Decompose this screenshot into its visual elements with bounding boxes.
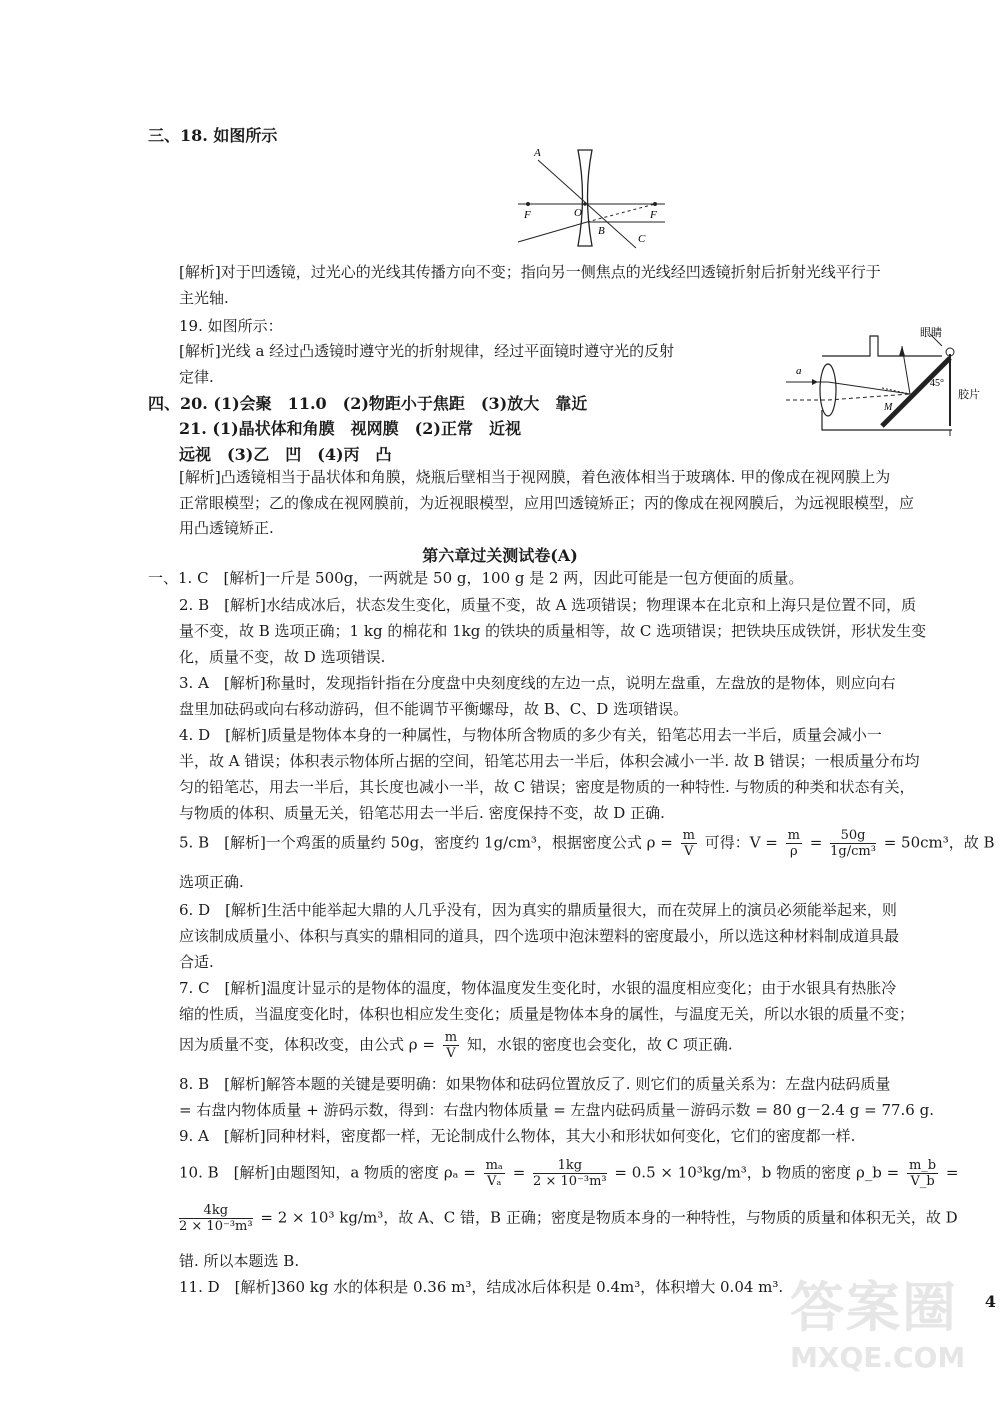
q8-line1: 8. B [解析]解答本题的关键是要明确：如果物体和砝码位置放反了. 则它们的质量关系为：左盘内砝码质量 [179,1075,891,1093]
q1-answer: 一、1. C [解析]一斤是 500g，一两就是 50 g，100 g 是 2 两，因此可能是一包方便面的质量。 [148,569,804,587]
q4-line4: 与物质的体积、质量无关，铅笔芯用去一半后. 密度保持不变，故 D 正确. [179,804,665,822]
q10-text-pre: 10. B [解析]由题图知，a 物质的密度 ρₐ = [179,1163,476,1182]
q5-text-pre: 5. B [解析]一个鸡蛋的质量约 50g，密度约 1g/cm³，根据密度公式 ρ = [179,833,673,852]
q19-analysis-line2: 定律. [179,368,214,386]
q10-frac3-den: V_b [910,1174,935,1189]
label-m: M [884,402,893,413]
q21-analysis-line1: [解析]凸透镜相当于晶状体和角膜，烧瓶后壁相当于视网膜，着色液体相当于玻璃体. 甲的像成在视网膜上为 [179,468,891,486]
q6-line1: 6. D [解析]生活中能举起大鼎的人几乎没有，因为真实的鼎质量很大，而在荧屏上的演员必须能举起来，则 [179,901,897,919]
q10-fraction-3 [907,1158,938,1189]
q10-text-eq: = [512,1163,526,1182]
q7-line3 [179,1030,733,1061]
watermark-logo-text: 答案圈 [790,1276,958,1339]
watermark-url: MXQE.COM [790,1341,966,1374]
q10-line2-frac-num: 4kg [179,1203,253,1219]
q10-frac3-num: m_b [908,1158,937,1173]
q6-line2: 应该制成质量小、体积与真实的鼎相同的道具，四个选项中泡沫塑料的密度最小，所以选这种材料制成道具最 [179,927,900,945]
q10-fraction-1 [484,1158,505,1189]
q7-frac-num: m [444,1030,458,1045]
q20-answer: 四、20. (1)会聚 11.0 (2)物距小于焦距 (3)放大 靠近 [148,394,588,413]
q21-analysis-line2: 正常眼模型；乙的像成在视网膜前，为近视眼模型，应用凹透镜矫正；丙的像成在视网膜后，为远视眼模型，应 [179,494,915,512]
label-film: 胶片 [958,388,980,401]
q5-frac1-den: V [684,844,694,859]
chapter-title: 第六章过关测试卷(A) [422,546,578,565]
q5-frac3-den: 1g/cm³ [830,844,876,859]
label-c: C [638,233,646,245]
q18-analysis-line2: 主光轴. [179,289,229,307]
q21-analysis-line3: 用凸透镜矫正. [179,519,274,537]
q7-line2: 缩的性质，当温度变化时，体积也相应发生变化；质量是物体本身的属性，与温度无关，所以水银的质量不变； [179,1005,915,1023]
q10-fraction-2 [533,1158,607,1189]
label-f-right: F [650,209,657,221]
q10-line2 [179,1203,958,1234]
q8-line2: = 右盘内物体质量 + 游码示数，得到：右盘内物体质量 = 左盘内砝码质量－游码示数 = 80 g－2.4 g = 77.6 g. [179,1101,934,1119]
q10-line2-frac-den: 2 × 10⁻³m³ [179,1219,253,1234]
page-number: 4 [984,1292,996,1311]
q5-text-post: = 50cm³，故 B [883,833,995,852]
q19-heading: 19. 如图所示： [179,317,283,335]
q7-line1: 7. C [解析]温度计显示的是物体的温度，物体温度发生变化时，水银的温度相应变化；由于水银具有热胀冷 [179,979,897,997]
q5-frac2-den: ρ [789,844,798,859]
q21-answer-line1: 21. (1)晶状体和角膜 视网膜 (2)正常 近视 [179,419,521,438]
q7-fraction [443,1030,459,1061]
label-eye: 眼睛 [920,326,942,339]
q7-frac-den: V [446,1046,456,1061]
q10-line2-post: = 2 × 10³ kg/m³，故 A、C 错，B 正确；密度是物质本身的一种特性，与物质的质量和体积无关，故 D [260,1208,958,1227]
q7-text-post: 知，水银的密度也会变化，故 C 项正确. [466,1035,733,1054]
q10-line1 [179,1158,959,1189]
q21-answer-line2: 远视 (3)乙 凹 (4)丙 凸 [179,445,392,464]
q5-fraction-3 [830,828,876,859]
q2-line2: 量不变，故 B 选项正确；1 kg 的棉花和 1kg 的铁块的质量相等，故 C 选项错误；把铁块压成铁饼，形状发生变 [179,622,927,640]
label-ray-a: a [796,365,802,377]
q5-fraction-2 [786,828,802,859]
label-o: O [574,207,582,219]
q4-line1: 4. D [解析]质量是物体本身的一种属性，与物体所含物质的多少有关，铅笔芯用去一半后，质量会减小一 [179,726,882,744]
watermark [790,1278,995,1408]
concave-lens-figure [510,146,670,254]
q6-line3: 合适. [179,953,214,971]
q3-line2: 盘里加砝码或向右移动游码，但不能调节平衡螺母，故 B、C、D 选项错误。 [179,700,689,718]
q18-analysis-line1: [解析]对于凹透镜，过光心的光线其传播方向不变；指向另一侧焦点的光线经凹透镜折射后折射光线平行于 [179,263,881,281]
label-45: 45° [930,378,944,389]
q10-frac1-num: mₐ [485,1158,503,1173]
q4-line3: 匀的铅笔芯，用去一半后，其长度也减小一半，故 C 错误；密度是物质的一种特性. 与物质的种类和状态有关， [179,778,915,796]
q18-heading: 三、18. 如图所示 [148,126,278,145]
label-a: A [534,147,541,159]
q5-frac2-num: m [787,828,800,843]
q10-frac2-num: 1kg [533,1158,607,1174]
q5-line1 [179,828,995,859]
q2-line3: 化，质量不变，故 D 选项错误. [179,648,386,666]
q3-line1: 3. A [解析]称量时，发现指针指在分度盘中央刻度线的左边一点，说明左盘重，左盘放的是物体，则应向右 [179,674,896,692]
q5-frac3-num: 50g [830,828,876,844]
q5-fraction-1 [681,828,697,859]
q10-frac1-den: Vₐ [487,1174,502,1189]
q19-analysis-line1: [解析]光线 a 经过凸透镜时遵守光的折射规律，经过平面镜时遵守光的反射 [179,342,675,360]
q7-text-pre: 因为质量不变，体积改变，由公式 ρ = [179,1035,435,1054]
q2-line1: 2. B [解析]水结成冰后，状态发生变化，质量不变，故 A 选项错误；物理课本在北京和上海只是位置不同，质 [179,596,917,614]
camera-mirror-figure [782,326,992,438]
q10-line3: 错. 所以本题选 B. [179,1252,300,1270]
label-b: B [598,225,605,237]
q10-text-mid: = 0.5 × 10³kg/m³，b 物质的密度 ρ_b = [614,1163,900,1182]
q5-frac1-num: m [682,828,695,843]
q4-line2: 半，故 A 错误；体积表示物体所占据的空间，铅笔芯用去一半后，体积会减小一半. 故 B 错误；一根质量分布均 [179,752,920,770]
q5-line2: 选项正确. [179,873,244,891]
q10-text-eq2: = [945,1163,959,1182]
label-f-left: F [524,209,531,221]
q10-frac2-den: 2 × 10⁻³m³ [533,1174,607,1189]
q5-text-mid: 可得：V = [704,833,778,852]
q9-answer: 9. A [解析]同种材料，密度都一样，无论制成什么物体，其大小和形状如何变化，它们的密度都一样. [179,1127,856,1145]
q5-text-eq: = [809,833,823,852]
q10-line2-fraction [179,1203,253,1234]
q11-answer: 11. D [解析]360 kg 水的体积是 0.36 m³，结成冰后体积是 0.4m³，体积增大 0.04 m³. [179,1278,784,1296]
